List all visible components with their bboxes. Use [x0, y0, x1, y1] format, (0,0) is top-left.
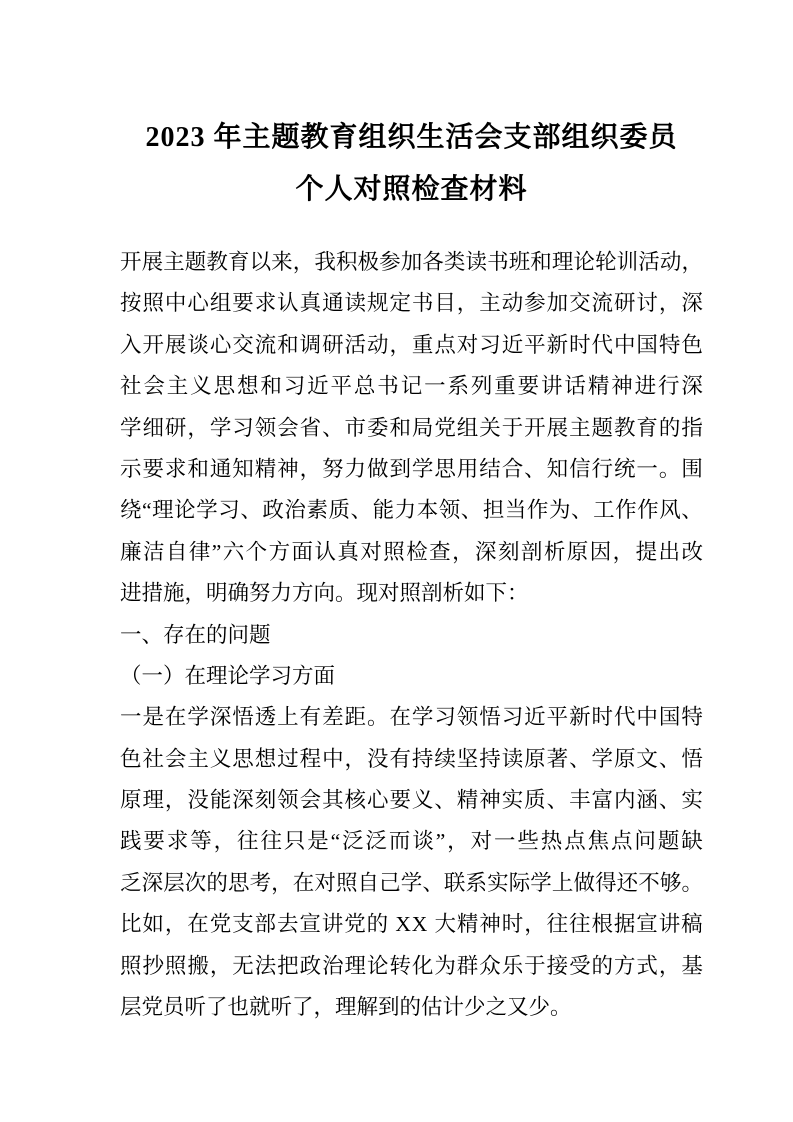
- doc-line: 照 抄 照 搬 ， 无 法 把 政 治 理 论 转 化 为 群 众 乐 于 接 受 的 方 式 ， 基: [120, 953, 703, 978]
- doc-line: 比 如 ， 在 党 支 部 去 宣 讲 党 的 X X 大 精 神 时 ， 往 往 根 据 宣 讲 稿: [120, 912, 703, 937]
- doc-line: 廉 洁 自 律 ” 六 个 方 面 认 真 对 照 检 查 ， 深 刻 剖 析 原 因 ， 提 出 改: [120, 539, 703, 564]
- doc-line: 层党员听了也就听了，理解到的估计少之又少。: [120, 995, 572, 1020]
- doc-line-subsection-heading: （一）在理论学习方面: [120, 663, 336, 688]
- doc-line-section-heading: 一、存在的问题: [120, 622, 271, 647]
- doc-line: 色 社 会 主 义 思 想 过 程 中 ， 没 有 持 续 坚 持 读 原 著 、 学 原 文 、 悟: [120, 746, 703, 771]
- doc-line: 示 要 求 和 通 知 精 神 ， 努 力 做 到 学 思 用 结 合 、 知 信 行 统 一 。 围: [120, 456, 703, 481]
- document-title-line-2: 个人对照检查材料: [295, 174, 528, 205]
- document-title: [120, 112, 703, 216]
- doc-line: 乏 深 层 次 的 思 考 ， 在 对 照 自 己 学 、 联 系 实 际 学 上 做 得 还 不 够 。: [120, 870, 703, 895]
- doc-line: 入 开 展 谈 心 交 流 和 调 研 活 动 ， 重 点 对 习 近 平 新 时 代 中 国 特 色: [120, 332, 703, 357]
- document-body: [120, 242, 703, 1028]
- doc-line: 开 展 主 题 教 育 以 来 ， 我 积 极 参 加 各 类 读 书 班 和 理 论 轮 训 活 动 ，: [120, 250, 703, 274]
- doc-line: 一 是 在 学 深 悟 透 上 有 差 距 。 在 学 习 领 悟 习 近 平 新 时 代 中 国 特: [120, 705, 703, 730]
- doc-line: 原 理 ， 没 能 深 刻 领 会 其 核 心 要 义 、 精 神 实 质 、 丰 富 内 涵 、 实: [120, 788, 703, 813]
- document-content: [120, 112, 703, 1028]
- doc-line: 践 要 求 等 ， 往 往 只 是 “ 泛 泛 而 谈 ” ， 对 一 些 热 点 焦 点 问 题 缺: [120, 829, 703, 854]
- doc-line: 进措施，明确努力方向。现对照剖析如下：: [120, 581, 529, 606]
- doc-line: 绕 “ 理 论 学 习 、 政 治 素 质 、 能 力 本 领 、 担 当 作 为 、 工 作 作 风 、: [120, 498, 703, 523]
- doc-line: 社 会 主 义 思 想 和 习 近 平 总 书 记 一 系 列 重 要 讲 话 精 神 进 行 深: [120, 374, 703, 399]
- document-title-line-1: 2023 年主题教育组织生活会支部组织委员: [145, 122, 678, 153]
- doc-line: 学 细 研 ， 学 习 领 会 省 、 市 委 和 局 党 组 关 于 开 展 主 题 教 育 的 指: [120, 415, 703, 440]
- doc-line: 按 照 中 心 组 要 求 认 真 通 读 规 定 书 目 ， 主 动 参 加 交 流 研 讨 ， 深: [120, 291, 703, 316]
